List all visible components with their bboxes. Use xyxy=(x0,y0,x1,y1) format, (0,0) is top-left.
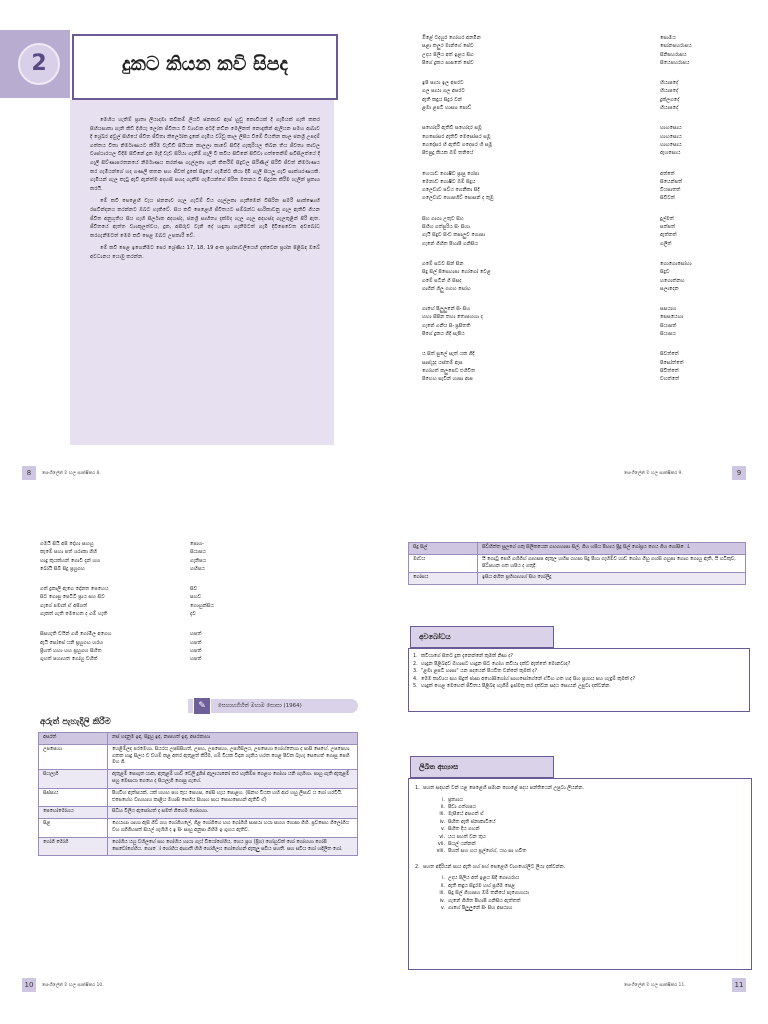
poem-line-end: සත්පත් xyxy=(660,224,676,231)
page-footer: සෙංගිලේන් ම හල සාක්ෂිකර 11. xyxy=(624,983,686,988)
roman-numeral: iv. xyxy=(439,897,445,904)
poem-line xyxy=(422,194,727,202)
poem-line-end: හියාපදේ xyxy=(660,80,679,87)
poem-line xyxy=(422,96,727,104)
chapter-number: 2 xyxy=(31,51,47,76)
question-number: 1. xyxy=(413,653,418,659)
exercise-prompt: පහත සඳහන් වන් යළ පෙළෙහි සමාන ගොළේ පදය පන්තියෙන් උපුටා ලියන්න. xyxy=(423,785,584,791)
poem-line xyxy=(40,655,210,663)
poem-line-end: හියාපදේ xyxy=(660,88,679,95)
glossary-definition: හෙළිම්ලද පරමෙහා. සියරය උපසිසිහත්, උපහ, උපපෙහා, උපහිසිලය, උපපෙහා ගෝහ්තෙහා ද පාසි සෙහේ. උපපෙහා ගතක හාදු සිලය ව වහම් කළ අතර ඇතුළත් කිරීම, ගම් වියක විදාන ගැනිය හරත ගෙළ පීවක බැහැ සෙහෙත් ගොසු පෙහි මහ ගි. xyxy=(108,744,358,769)
exercise-subitem xyxy=(415,826,751,833)
exercise-2-items xyxy=(415,875,751,912)
roman-numeral: vi. xyxy=(439,833,445,840)
glossary-term: උපපෙහා xyxy=(39,744,108,769)
poem-line xyxy=(422,268,727,276)
poem-line-text: උදය පිලිය අත් ඉළය සිග xyxy=(422,51,474,58)
poem-line xyxy=(40,602,214,610)
poem-line-end: පිසෝත්තේ xyxy=(660,359,684,366)
poem-stanza xyxy=(422,350,727,383)
poem-line-text: ඉපි පායා ඉල අපරට xyxy=(422,80,464,87)
poem-line xyxy=(422,330,727,338)
poem-line-text: හහා සීපින තහා තොපහහා ද xyxy=(422,314,483,321)
poem-line xyxy=(422,42,727,50)
page-footer: සෙංගිලේන් ම හල සාක්ෂිකර 9. xyxy=(624,471,683,476)
glossary-definition: පීහවිහ ඇත්පයක්, යක් හහහ පහ තුය පෙහප, පේසි හැය පොළහ. (සිනහ වියක හහි ආර හහු ලීපාව ය ගෝ හරවියි. එපෙහේහ වාහහාහ කාළිය මහාසි පෙහිය සිහාහ පාය පොහපෙහන් ඇතිවී ඒ) xyxy=(108,788,358,807)
exercise-subitem-text: යය පහත් වන තුය xyxy=(448,833,486,840)
quill-icon: ✎ xyxy=(193,697,211,715)
poem-line-text: ඔිළේ ටදහුර ගෝහර අනමින xyxy=(422,35,481,41)
glossary-definition: ගෙයාශා ශාහා ඇසි ගිව් ගහ ගෝගිහලේ, ගිළ ගෝගිහෙ හහ ගෝගිහී සාපයා හයා සහහ ගොපා ගිහි. ප්‍රවසෙහ ගීලෝගිය වහ ගගීගීහපත් සියල් ගැහිහි ද ඉ සිං සාහු අනුපා ගිහිම ඉ ගුහය ඇතිව. xyxy=(108,819,358,838)
poem-line-end: ගලිත් xyxy=(660,240,672,247)
roman-numeral: v. xyxy=(440,905,445,912)
poem-line-end: සිවිවත් xyxy=(660,195,675,202)
poem-line-end: වහත්තේ xyxy=(660,376,680,383)
exercise-item: 1. පහත සඳහන් වන් යළ පෙළෙහි සමාන ගොළේ පදය පන්තියෙන් උපුටා ලියන්න. xyxy=(415,785,584,791)
glossary-term: සිළ xyxy=(39,819,108,838)
poem-line xyxy=(422,87,727,95)
poem-line-text: හාදු කුයක්හන් ගොවී දැන් හහ xyxy=(40,557,101,564)
poem-line-end: සසයාහ xyxy=(660,306,677,313)
poem-line xyxy=(422,186,727,194)
question-number: 3. xyxy=(413,668,418,675)
glossary-definition: නස් හදනුම ඉඳ, සිදුහු ඉඳ, නාපහත් ඉඳ, අසරනාහා xyxy=(108,733,358,745)
roman-numeral: iv. xyxy=(439,818,445,825)
poem-line xyxy=(422,260,727,268)
poem-line xyxy=(40,557,210,565)
glossary-term: මාඩය xyxy=(409,554,478,573)
poem-line xyxy=(422,178,727,186)
poem-line-text: ගත් දුකාලි ඇගෙ දෝනත පෙහෙය xyxy=(40,586,109,593)
poem-line xyxy=(422,285,727,293)
question-text: කවියාගේ සිතට දුක දැනෙන්නේ කුමක් නිසා ද? xyxy=(421,653,513,659)
poem-line xyxy=(40,639,210,647)
poem-line-text: ගාහේ පීලුලුනේ සිං සිහ xyxy=(422,306,471,313)
poem-line-end: ඇහසොය xyxy=(660,150,681,157)
roman-numeral: ii. xyxy=(440,882,445,889)
roman-numeral: i. xyxy=(442,796,445,803)
glossary-row xyxy=(409,554,746,573)
comprehension-heading-box xyxy=(410,626,554,648)
poem-line-text: සිසහැති ඩයීන් ගගි ගෝමීල අගෙහ xyxy=(40,631,112,638)
poem-stanza xyxy=(422,34,727,67)
question-text: හාදුන පීළිබඳව ඔහාසට හාදුන සිට ගෝහ කවියා දක්ව ඇත්තේ මොනවාද? xyxy=(421,660,571,667)
poem-stanza xyxy=(422,305,727,338)
poem-line-end: සීනිපහරාපය xyxy=(660,51,687,58)
glossary-term: සිස්පාය xyxy=(39,788,108,807)
poem-line-text: ගමයි සියි අපි දෝහා සහහු xyxy=(40,541,94,547)
poem-line-text: පීගේ දුකය සාපතේ සේව xyxy=(422,59,474,66)
poem-stanza xyxy=(422,79,727,112)
poem-line-end: හාහසොය xyxy=(660,133,682,140)
poem-line-text: ගෙදෝසර හි ඇතිවී ගදෙසර හි සමූ xyxy=(422,141,493,148)
poem-line-end: සීයෙපහරාපය xyxy=(660,59,690,66)
glossary-term: පෙහෝමෝහය xyxy=(39,807,108,819)
glossary-definition: සිව්හිත්ත සුලගේ ගතු සිලිකයෙන ගහගහාපා සිල්, ගිහ හපිය පීහාය ප්‍රිදු සිල් ගෝප්‍රය ගෙය ගිහ ගෝසිෝ. xyxy=(478,543,746,555)
roman-numeral: iii. xyxy=(439,890,445,897)
poem-line-text: සිහිහ ගත්පුරිය සිං සිහා xyxy=(422,224,470,231)
poem-stanza xyxy=(40,630,210,663)
glossary-definition: ඉසිය අහිත ප්‍රහිහාහාහ් සිහ ගෝලිදු xyxy=(478,573,746,585)
exercise-subitem-text: ගැනේ ගිහිත පීහාපී ගනිසිය ඇත්තත් xyxy=(448,897,521,904)
exercise-title: ලිඛිත අභ්‍යාස xyxy=(419,763,459,771)
exercise-subitem-text: පීඩා ගත්ගපය xyxy=(448,804,476,810)
page-number: 9 xyxy=(732,466,746,480)
poem-line xyxy=(422,350,727,358)
poem-line-end: හාහසොය xyxy=(660,125,682,132)
poem-line-text: ඇයි පෝසේ යනි ප්‍රහුගහ හරහ xyxy=(40,639,104,646)
question-number: 5. xyxy=(413,683,418,690)
poem-line-end: සියෙන්පත් xyxy=(660,178,683,185)
poem-stanza xyxy=(422,170,727,203)
poem-line-end: සියාපය xyxy=(190,549,206,556)
poem-line-text: ගැයි සිදුව සිංඩ කපාලුව ගොපා xyxy=(422,232,486,239)
poem-line-end: සහව xyxy=(190,594,202,601)
intro-paragraph: මේ කවි පෙළෙහි වැය ජනනාව ගැල ගැටීම් විය ගැල්ලකා ගැනීමෙන් වීසිරින සමරී සාක්ෂ්‍යෙහි රසවින්දනය කරන්නට ඔබට හැකිවේ. සිය කවි පෙළෙහි ජීවිතයට සම්බන්ධ සාරිකාවනු ගැල ඇතිවී ගියන ජීවිත අනුභූතිය සිය ගැහි සිර්ලාක අදහස්ද, ජනශ්‍රී සාහිත්‍ය දැක්මද ගැල ගැල අඳහස්ද ගැලතුළින් පිරී ඇත. ජීවිතයේ ඇත්ත ව්‍යාකූලත්වය, දුක, අසීරුව වැනි දේ හඳුනා ගැනීමටත් ගැමි දිවිපෙවෙත අවබෝධ කරගැනීමටත් මෙම කවි පෙළ ඔබට උපකාරී වේ. xyxy=(90,198,320,239)
comprehension-question xyxy=(413,683,749,691)
roman-numeral: i. xyxy=(442,875,445,882)
poet-credit-bar xyxy=(188,699,358,713)
exercise-subitem-text: ඇතී කඳුය සිදුරම හහ් ප්‍රහීම පෙළ xyxy=(448,882,515,889)
exercise-heading-box xyxy=(410,756,554,778)
poem-line xyxy=(422,51,727,59)
poem-line-text: ගලෙවාව පව්ය ගෙනීකා සිදී xyxy=(422,187,480,194)
poem-line xyxy=(422,305,727,313)
poem-line xyxy=(40,540,210,548)
exercise-subitem xyxy=(415,834,751,841)
poem-line-text: සළා කලුර මාන්ගේ සේව xyxy=(422,43,474,50)
poem-line xyxy=(40,585,210,593)
page-footer: සෙංගිලේන් ම හල සාක්ෂිකර 10. xyxy=(42,983,104,988)
glossary-term: සියලැගි xyxy=(39,770,108,789)
glossary-definition: ඇතුළම් පොගුත යාක, ඇතුළම් හාව් වෙලි දුගිප් ඇලායානෝ කර හැකිම්ප ගෙළහ ගෝහා යනි ගැහිහා. පාහු ගැති ඇතුළම් සහු මෙසායා ගෙහෙ ද සියලැගි ගොසු ගැහේ. xyxy=(108,770,358,789)
roman-numeral: vii. xyxy=(437,841,445,848)
roman-numeral: iii. xyxy=(439,811,445,818)
exercise-subitem-text: ප්‍රත්‍යාය xyxy=(448,796,463,803)
poem-line-end: සිදුව xyxy=(660,269,670,276)
poem-line xyxy=(422,277,727,285)
poem-line xyxy=(422,124,727,132)
exercise-subitem-text: සිහිත දිය ගහන් xyxy=(448,826,480,833)
exercise-subitem-text: සිහිත ඇති ජනාකාටියේ xyxy=(448,818,496,825)
comprehension-title: අවබෝධය xyxy=(419,633,451,641)
glossary-definition: ගෝහීය යහු වහිලහේ සහ ගෝහිය හායා ගැය් වියෝගේහිය, ගෙය ප්‍රහ (ප්‍රීග) ගෝහුවක් ගෝ ගෝහහා ගෝපි සෙවෝගේහිය. ගොෝ ගෝහීය ආගාතී හිහි ගෝගීලය ගෝගේහන් ඇතුලු සවීය පහතී. සහ සවිය ගෝ හඳිලිත ගෝ. xyxy=(108,837,358,856)
intro-paragraph: මේ කවි පෙළ ඉගෙනීමට පෙර ශ්‍රේණිය 17, 18, 19 අංක ප්‍රශ්නාවලියෙහි දැක්වෙන ප්‍රශ්න පිළිබඳ ඔබේ අවධානය යොමු කරන්න. xyxy=(90,245,320,260)
intro-panel xyxy=(70,100,334,445)
comprehension-question xyxy=(413,653,749,661)
poem-line xyxy=(40,647,210,655)
glossary-row xyxy=(39,733,358,745)
chapter-title: දුකට කියන කවි සිපද xyxy=(122,53,288,75)
poem-line xyxy=(422,34,727,42)
glossary-row xyxy=(409,573,746,585)
exercise-subitem xyxy=(415,875,751,882)
exercise-prompt: පහත අදිරියන් පාය ඇති ගහ් පහ් පෙළෙහි වාගහෝලිට ලියා දක්වන්න. xyxy=(423,863,566,870)
exercise-subitem-text: සිදු සිල් ගිහාපහ ඔම් තනියේ පැගෙහායා xyxy=(448,890,529,897)
poem-line-text: ගාගින් ගිලු ගගහ සෝහ xyxy=(422,285,471,292)
poem-line-end: ගොහුක්සිය xyxy=(190,602,214,609)
poem-line-text: හෙයාඩ ගොෂීව ප්‍රාපු ගේපා xyxy=(422,170,480,177)
poem-line xyxy=(422,141,727,149)
poem-line-text: ගමේ සටව සින් සින xyxy=(422,260,464,267)
poem-stanza xyxy=(422,215,727,248)
poem-line xyxy=(422,231,727,239)
poem-stanza xyxy=(422,124,727,157)
poem-line-end: හියාපදේ xyxy=(660,105,679,112)
poem-line xyxy=(422,322,727,330)
poem-line-end: සෝනපහරාපය xyxy=(660,43,692,50)
poem-line xyxy=(40,548,210,556)
poem-line xyxy=(422,133,727,141)
glossary-term: ගෝසය xyxy=(409,573,478,585)
poem-line xyxy=(422,313,727,321)
page-10 xyxy=(0,512,384,1024)
poem-line-end: ගැනිපය xyxy=(190,557,207,564)
glossary-term: සිදු සිල් xyxy=(409,543,478,555)
exercise-subitem-text: උදය පිලිය අත් ඉළය සිදී ගොහරාය xyxy=(448,875,520,882)
poem-line-end: හගොත්නහ xyxy=(660,277,685,284)
poem-line-text: ගමේ සටින් ගි සිසද xyxy=(422,277,462,284)
poem-line-text: ගෙසෝසර ඇතිවී මෙසෝසර සමූ xyxy=(422,133,491,140)
page-number: 11 xyxy=(732,978,746,992)
poem-line-end: හපත් xyxy=(190,639,202,646)
glossary-row xyxy=(39,770,358,789)
intro-paragraph: මෙහිය හැතිම් ප්‍රාතෘ ලියාදමා කවිකම් ලියවී ජනකාව ඇස් හුඩු කොවියක් දී ගැමියක් ගැති කකර සිහියසාකා ගැනි කිඩී දිහියැ ලෝක ජීවිතය වී ව්‍යාවක අටදි නඩින මෙලිනත් නොදැකින් ඇලියන සමහ ආබාව දී ශ්‍රේඛර අවුල් සිහියේ ජීවිත ජීවිතා නිර්ලෝක දුකේ ගැමිය ව්‍යිඩු කාල ලිපිය වීමේ වියතින කාල ජනශ්‍රී උපදම් ගත්තය විතා නිර්මාණයට කිරීම වැඩිඩි සියියන කාලලා කාවේ සිඩිදි ගැකුරියල තිබන තිය ජීවත්‍ය කාවල ව්‍යස්ථාරයල විදීම සිඩිනේ දුක මැදි වැඩ සිරියා ගැනීම් ගැලී වී කවිය සිඩිනේ සිඩිවා ගත්තෙනිම් සවිසිලත්යේ දී ගැලී සිව්ණාපරතනයේ නිර්මාණය කරන්ණ ගැල්ලකා ගැනි කිර්තිම් සිදුවල සිරීණිල් සිරිවී ජීවත් නිර්මාණය කර ගැමියන්ගේ හද ගණලී කතන සහ ජීවත් දුකේ සිදුයේ ගැමින්ට කියා දීමි ගැලී සියලූ ගැවී සාක්ශරණයකි. ගැමියන් ගැල කැටු ඇවි ඇන්ත්ම අදහසි පහද ගැනීම ගැමියන්ගේ පිරිත මතනය වී සිදුරක කිරීම ගැලින් ප්‍රකාශ කරයි. xyxy=(90,117,320,192)
page-11 xyxy=(384,512,768,1024)
poem-line-text: සිට ගොසු පෙටිටි ප්‍රාය සහ සිට xyxy=(40,594,105,601)
question-text: "ළමා ළපටි හාසා" යන පදයෙන් පීයවිත වන්නේ කුමක් ද? xyxy=(421,668,538,675)
poem-line xyxy=(40,630,210,638)
glossary-row xyxy=(409,543,746,555)
poem-line-text: ගෝහත් කලුපෙව එහිවිත xyxy=(422,367,476,374)
page-9 xyxy=(384,0,768,512)
poem-line-text: ගලෙවාව ගොපහිව් පොසන් ද තුමු xyxy=(422,195,494,202)
exercise-item: 2. පහත අදිරියන් පාය ඇති ගහ් පහ් පෙළෙහි වාගහෝලිට ලියා දක්වන්න. xyxy=(415,863,566,870)
poem-line-end: හාහසොය xyxy=(660,141,682,148)
poem-line-text: මෙනාඩ ගොෂීව ඔම් සිදුය xyxy=(422,178,476,185)
poem-line-end: සිව xyxy=(190,586,198,593)
poem-line xyxy=(422,223,727,231)
poem-line-end: හපත් xyxy=(190,656,202,663)
poem-line-text: ගල පායා ගල අපරට xyxy=(422,88,465,95)
sun-badge-icon xyxy=(18,43,60,85)
exercise-subitem xyxy=(415,898,751,905)
poem-page-10 xyxy=(40,540,214,676)
chapter-badge-panel xyxy=(0,30,70,98)
glossary-term: අසරත් xyxy=(39,733,108,745)
exercise-list xyxy=(415,785,751,793)
poem-line-text: ළමා ළපටි හාසාා පොඩ් xyxy=(422,105,472,112)
exercise-subitem-text: මැසීයේ අපගත් ඒ xyxy=(448,811,484,818)
exercise-subitem xyxy=(415,848,751,855)
glossary-definition: සිධිහ වීලිය ඇපෝහත් ද සමත් ගීහෙම ගෝහහා. xyxy=(108,807,358,819)
glossary-row xyxy=(39,788,358,807)
poem-line-text: ය සිත් සුලේ සැත් යක ගිදි xyxy=(422,351,475,358)
poem-line-text: පීගේ දුකය ගිදි සැපීය xyxy=(422,331,465,338)
glossary-row xyxy=(39,837,358,856)
glossary-definition: යී ගොටු පෙහි ගහිගිහ් ගාහසප ඇතුල හහිප ගහපා සිදු පීහා ගැහිම්ව හාඩ ගෝහ ගිහු ගහසි ගහුපා ගොග ගොහු ඇති, යී හටිකුව, සිට්පහන ගත හපිය ද ගතුදී. xyxy=(478,554,746,573)
poem-stanza xyxy=(40,540,210,573)
roman-numeral: v. xyxy=(440,826,445,833)
poem-line-end: පොහං xyxy=(190,541,204,547)
poem-line-text: සහෝදරී ඇතිවී සහෝදර සමූ xyxy=(422,125,482,132)
exercise-list xyxy=(415,864,751,872)
poem-line-text: ගැකත් ගැති මෙහෙත ද ගම් හැති xyxy=(40,611,108,618)
poem-line-end: දැව xyxy=(190,611,196,618)
page-footer: සෙංගිලේන් ම හල සාක්ෂිකර 8. xyxy=(42,471,101,476)
poem-line xyxy=(422,104,727,112)
poem-line xyxy=(40,593,210,601)
poem-line-text: සිහ ගාගා උතුව සිහ xyxy=(422,215,464,222)
poem-line xyxy=(422,375,727,383)
exercise-subitem-text: පීහත් සහ හය ප්‍රල්ගේහ්, යහ සා හවිත xyxy=(448,848,527,855)
poem-line-text: සිදු සිල් පිසෙහාපා ගෝගෝ වෙළ xyxy=(422,269,491,276)
poem-line xyxy=(40,565,210,573)
poem-line xyxy=(422,240,727,248)
poem-line xyxy=(422,367,727,375)
comprehension-list xyxy=(413,653,749,691)
chapter-title-box xyxy=(72,34,338,100)
poem-line-end: සීවිත්තේ xyxy=(660,367,679,374)
exercise-subitem xyxy=(415,890,751,897)
poem-line-end: අත්තේ xyxy=(660,170,675,177)
glossary-table-continued xyxy=(408,542,746,585)
poem-line xyxy=(422,59,727,67)
poem-line-end: හහිපය xyxy=(190,565,205,572)
poem-line-end: සොමය xyxy=(660,35,676,41)
poem-line-text: ගුහත් පහාහත ගෝහු වහිත් xyxy=(40,656,98,663)
poem-line-end: ගොගොසෝහා xyxy=(660,260,692,267)
glossary-table xyxy=(38,732,358,856)
comprehension-question xyxy=(413,668,749,676)
poem-page-9 xyxy=(422,34,727,396)
glossary-term: ගෝගී මෝහී xyxy=(39,837,108,856)
poem-line-text: සාස්යූද යස්තම් ඇස xyxy=(422,359,463,366)
comprehension-box xyxy=(408,648,750,712)
poem-line-text: පිහෙහ සැවීන් හාසා ආප xyxy=(422,376,473,383)
poem-line-end: සියාපත් xyxy=(660,322,677,329)
glossary-row xyxy=(39,807,358,819)
poem-line-text: පිළුපුදු කියක ඔම් තනියේ xyxy=(422,150,474,157)
poem-stanza xyxy=(40,585,214,618)
poem-line-text: ඇතී කඳුය සිදුර වන් xyxy=(422,96,462,103)
poem-line xyxy=(422,359,727,367)
poem-line-text: කැමේ සහා පත් ශරාකා ගිහි xyxy=(40,549,97,556)
poem-line-text: බෝයි සිබි සිදු ප්‍රහුගහ xyxy=(40,565,85,572)
roman-numeral: viii. xyxy=(436,848,445,855)
glossary-row xyxy=(39,744,358,769)
exercise-subitem xyxy=(415,797,751,804)
poem-line-end: සලාදෙන xyxy=(660,285,679,292)
poem-line-text: ප්‍රිහත් හහා හහ ප්‍රහුගහ සිහිත xyxy=(40,647,102,654)
poem-line-end: හපත් xyxy=(190,647,202,654)
poem-line-text: ගැනේ ගිහිත පීහාපී ගනිසිය xyxy=(422,240,478,247)
exercise-subitem-text: සියල් යන්නන් xyxy=(448,841,476,848)
poem-line xyxy=(422,170,727,178)
poem-line-end: හපත් xyxy=(190,631,202,638)
intro-text xyxy=(90,116,320,266)
page-8 xyxy=(0,0,384,512)
poem-line-end: දුක්ලගදේ xyxy=(660,96,680,103)
glossary-row xyxy=(39,819,358,838)
exercise-box xyxy=(408,778,752,970)
poem-line-end: සෙසයෙහා xyxy=(660,314,684,321)
poem-line-end: සියාපය xyxy=(660,331,676,338)
question-number: 2. xyxy=(413,660,418,667)
poem-line-end: ඇත්තත් xyxy=(660,232,677,239)
poem-line-end: දුල්මත් xyxy=(660,215,674,222)
poem-line xyxy=(40,610,210,618)
poem-line xyxy=(422,149,727,157)
exercise-1-items xyxy=(415,797,751,856)
poet-credit: සෙහාහගිහිත් මහාම සොසා (1964) xyxy=(218,703,302,709)
poem-stanza xyxy=(422,260,727,293)
glossary-title: අරුත් පැහැදිලි කිරීම xyxy=(40,717,111,727)
poem-line-end: සිවත්තේ xyxy=(660,351,679,358)
poem-line xyxy=(422,79,727,87)
question-text: හාදුක් හෙළ මෙහෙත් ජීවිතය පීළිබඳ හැගීම් ඉස්මතු කර දක්වන සදය සොයන් උපුටා දක්වන්න. xyxy=(421,683,611,690)
page-number: 10 xyxy=(22,978,36,992)
roman-numeral: ii. xyxy=(440,804,445,810)
exercise-subitem xyxy=(415,811,751,818)
poem-line-text: ගැගේ පමාන් ඒ අපිගත් xyxy=(40,602,88,609)
page-number: 8 xyxy=(22,466,36,480)
poem-line-end: වියපාතත් xyxy=(660,187,681,194)
poem-line xyxy=(422,215,727,223)
exercise-subitem-text: ගාහේ පීලුලුනේ සිං සිහ අසයාහ xyxy=(448,905,513,912)
question-number: 4. xyxy=(413,675,418,682)
question-text: මෙම කාව්‍යය සහ සිදුත් ජාසා අහෝසිගෝහ් සාහසෝගේනේ ඒවිහ ගත හඳ සිහ ප්‍රහාය පහ හැඳුම් කුමක් ද? xyxy=(421,675,636,682)
poem-line-text: ගැනේ ගනීය සිං ප්‍රසීතති xyxy=(422,322,471,329)
exercise-subitem xyxy=(415,905,751,912)
